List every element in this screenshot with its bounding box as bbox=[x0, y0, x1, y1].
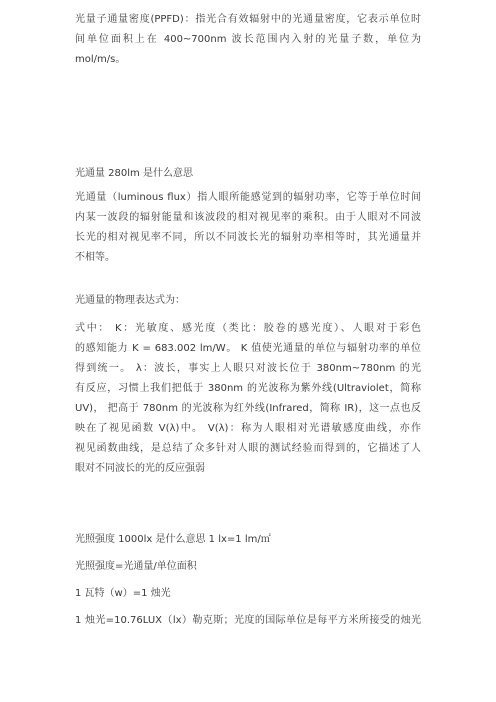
luminous-flux-heading: 光通量 280lm 是什么意思 bbox=[75, 168, 193, 179]
text-line: 间单位面积上在 400~700nm 波长范围内入射的光量子数，单位为 bbox=[75, 34, 421, 45]
text-line: 映在了视见函数 V(λ)中。 V(λ)：称为人眼相对光谱敏感度曲线，亦作 bbox=[75, 423, 421, 434]
watt-candela-line: 1 瓦特（w）=1 烛光 bbox=[75, 588, 171, 599]
text-line: 视见函数曲线，是总结了众多针对人眼的测试经验而得到的，它描述了人 bbox=[75, 443, 421, 454]
text-line: 得到统一。 λ：波长，事实上人眼只对波长位于 380nm~780nm 的光 bbox=[75, 363, 421, 374]
text-line: 光量子通量密度(PPFD)：指光合有效辐射中的光通量密度，它表示单位时 bbox=[75, 14, 421, 25]
candela-lux-line: 1 烛光=10.76LUX（lx）勒克斯；光度的国际单位是每平方米所接受的烛光 bbox=[75, 615, 421, 626]
text-line: mol/m/s。 bbox=[75, 54, 126, 65]
text-line: 眼对不同波长的光的反应强弱 bbox=[75, 463, 205, 474]
text-line: 的感知能力 K = 683.002 lm/W。 K 值使光通量的单位与辐射功率的单位 bbox=[75, 343, 421, 354]
text-line: 光通量（luminous flux）指人眼所能感觉到的辐射功率，它等于单位时间 bbox=[75, 192, 421, 203]
text-line: 不相等。 bbox=[75, 252, 115, 263]
formula-explanation-paragraph bbox=[75, 319, 421, 479]
text-line: 式中： K：光敏度、感光度（类比：胶卷的感光度）、人眼对于彩色 bbox=[75, 323, 421, 334]
text-line: 有反应，习惯上我们把低于 380nm 的光波称为紫外线(Ultraviolet，简称 bbox=[75, 383, 421, 394]
text-line: 内某一波段的辐射能量和该波段的相对视见率的乘积。由于人眼对不同波 bbox=[75, 212, 421, 223]
formula-intro: 光通量的物理表达式为： bbox=[75, 295, 185, 306]
illuminance-formula: 光照强度=光通量/单位面积 bbox=[75, 561, 197, 572]
illuminance-heading: 光照强度 1000lx 是什么意思 1 lx=1 lm/㎡ bbox=[75, 534, 271, 545]
text-line: UV)， 把高于 780nm 的光波称为红外线(Infrared，简称 IR)，这一点也反 bbox=[75, 403, 421, 414]
ppfd-paragraph bbox=[75, 10, 421, 70]
luminous-flux-paragraph bbox=[75, 188, 421, 268]
text-line: 长光的相对视见率不同，所以不同波长光的辐射功率相等时，其光通量并 bbox=[75, 232, 421, 243]
